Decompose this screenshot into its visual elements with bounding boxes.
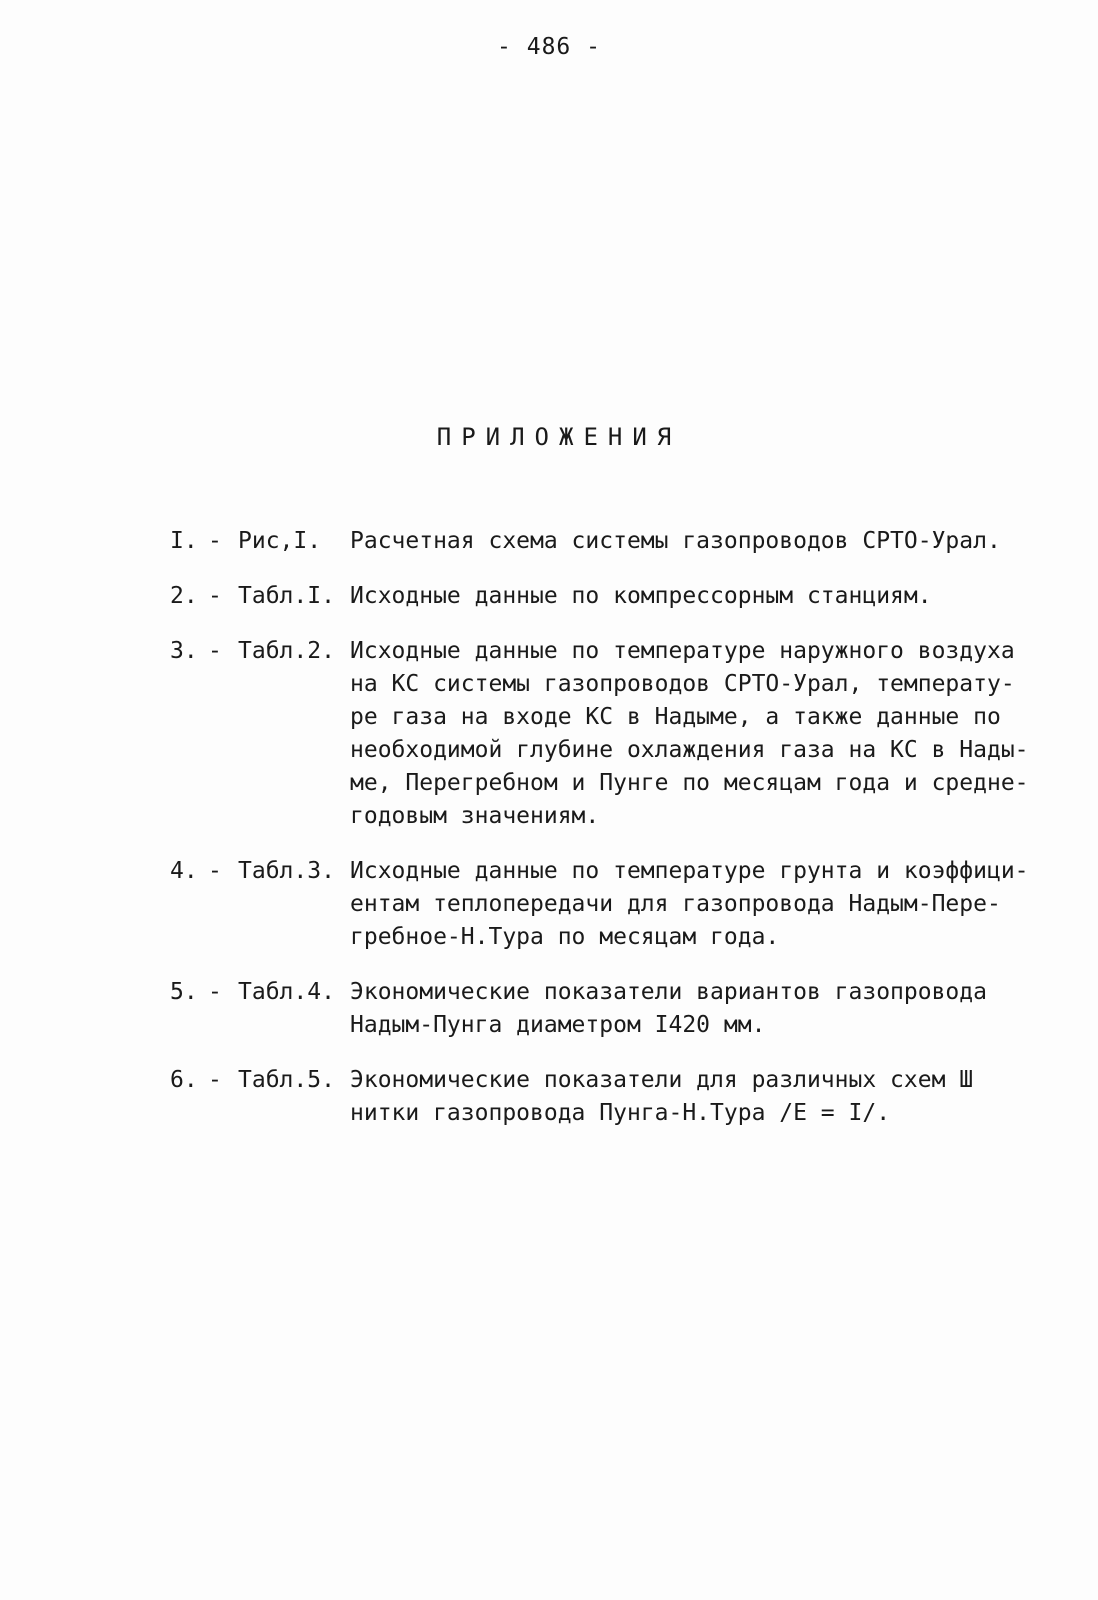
description-line: на КС системы газопроводов СРТО-Урал, температу-	[350, 671, 1015, 697]
appendix-item-4	[170, 855, 1050, 954]
item-number: 2.	[170, 583, 198, 609]
item-number: 3.	[170, 638, 198, 664]
description-line: Надым-Пунга диаметром I420 мм.	[350, 1012, 766, 1038]
description-line: ре газа на входе КС в Надыме, а также данные по	[350, 704, 1001, 730]
item-dash: -	[208, 1067, 222, 1093]
item-reference: Табл.I.	[238, 583, 335, 609]
page-heading: ПРИЛОЖЕНИЯ	[436, 423, 682, 451]
description-line: Экономические показатели вариантов газопровода	[350, 979, 987, 1005]
appendix-item-3	[170, 635, 1050, 833]
item-number: 4.	[170, 858, 198, 884]
description-line: ентам теплопередачи для газопровода Надым-Пере-	[350, 891, 1001, 917]
description-line: Расчетная схема системы газопроводов СРТО-Урал.	[350, 528, 1001, 554]
item-number: 5.	[170, 979, 198, 1005]
appendix-list	[170, 525, 1050, 1130]
item-dash: -	[208, 858, 222, 884]
description-line: необходимой глубине охлаждения газа на КС в Нады-	[350, 737, 1029, 763]
description-line: нитки газопровода Пунга-Н.Тура /Е = I/.	[350, 1100, 891, 1126]
description-line: Исходные данные по компрессорным станциям.	[350, 583, 932, 609]
item-number: 6.	[170, 1067, 198, 1093]
description-line: ме, Перегребном и Пунге по месяцам года и средне-	[350, 770, 1029, 796]
item-dash: -	[208, 979, 222, 1005]
item-reference: Табл.5.	[238, 1067, 335, 1093]
description-line: годовым значениям.	[350, 803, 600, 829]
item-description	[350, 525, 1050, 558]
appendix-item-5	[170, 976, 1050, 1042]
description-line: Экономические показатели для различных схем Ш	[350, 1067, 974, 1093]
item-description	[350, 580, 1050, 613]
item-number: I.	[170, 528, 198, 554]
page-number: - 486 -	[497, 34, 601, 60]
item-description	[350, 976, 1050, 1042]
item-reference: Рис,I.	[238, 528, 322, 554]
item-description	[350, 1064, 1050, 1130]
item-reference: Табл.4.	[238, 979, 335, 1005]
appendix-item-1	[170, 525, 1050, 558]
item-dash: -	[208, 528, 222, 554]
item-reference: Табл.3.	[238, 858, 335, 884]
item-reference: Табл.2.	[238, 638, 335, 664]
item-description	[350, 635, 1050, 833]
appendix-item-6	[170, 1064, 1050, 1130]
appendix-item-2	[170, 580, 1050, 613]
description-line: Исходные данные по температуре наружного воздуха	[350, 638, 1015, 664]
description-line: гребное-Н.Тура по месяцам года.	[350, 924, 780, 950]
description-line: Исходные данные по температуре грунта и коэффици-	[350, 858, 1029, 884]
item-dash: -	[208, 583, 222, 609]
item-description	[350, 855, 1050, 954]
item-dash: -	[208, 638, 222, 664]
